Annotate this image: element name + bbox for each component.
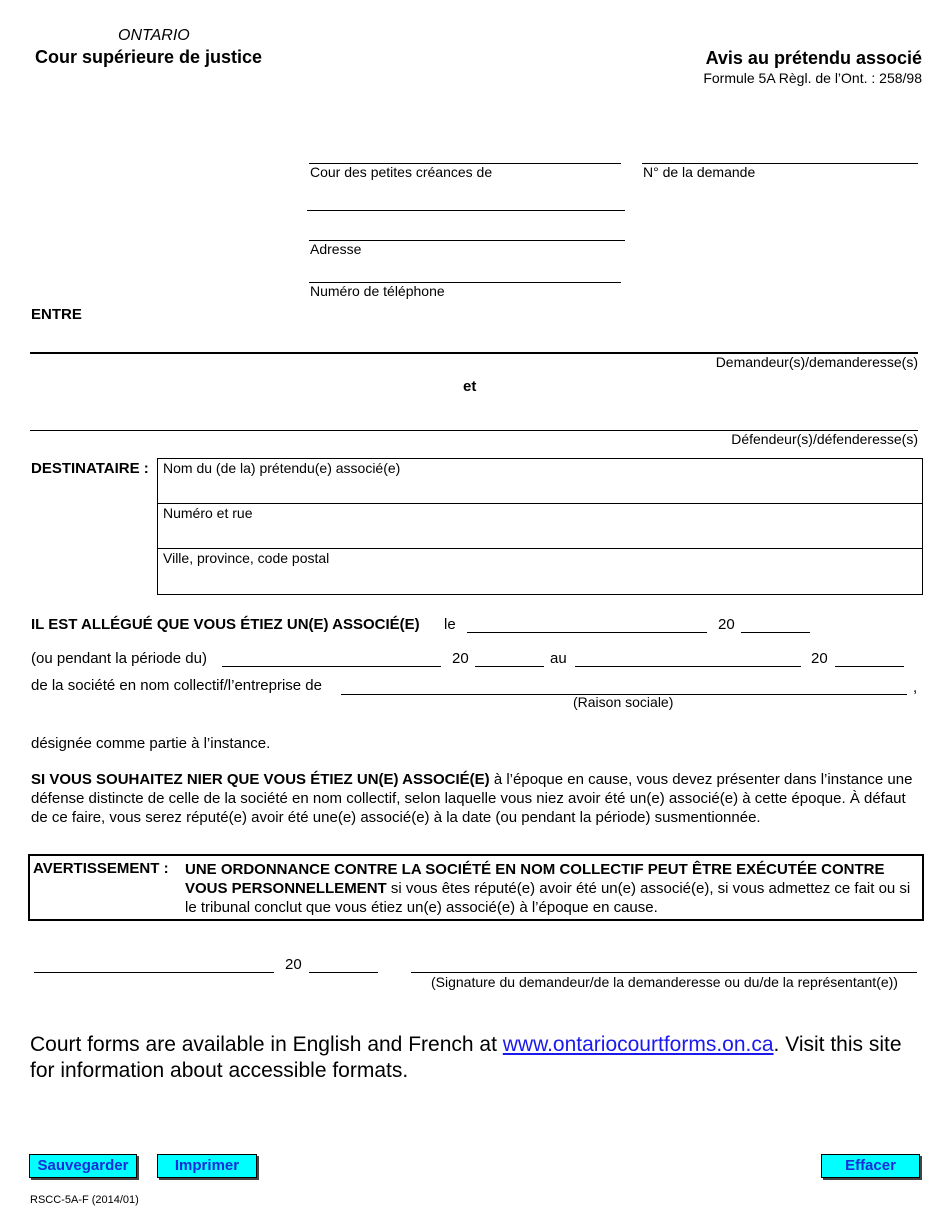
court-forms-text-before: Court forms are available in English and French at <box>30 1033 503 1056</box>
signature-field[interactable] <box>411 972 917 973</box>
deny-bold-text: SI VOUS SOUHAITEZ NIER QUE VOUS ÉTIEZ UN(E) ASSOCIÉ(E) <box>31 771 490 788</box>
save-button[interactable]: Sauvegarder <box>29 1154 137 1178</box>
defendant-label: Défendeur(s)/défenderesse(s) <box>731 431 918 447</box>
allegation-heading: IL EST ALLÉGUÉ QUE VOUS ÉTIEZ UN(E) ASSOCIÉ(E) <box>31 616 420 633</box>
court-forms-note <box>30 1032 930 1084</box>
partner-date-field[interactable] <box>467 632 707 633</box>
recipient-city-field[interactable] <box>158 548 922 594</box>
year-prefix-2: 20 <box>452 650 469 667</box>
recipient-name-field[interactable] <box>158 459 922 503</box>
recipient-label: DESTINATAIRE : <box>31 460 149 477</box>
signature-caption: (Signature du demandeur/de la demanderesse ou du/de la représentant(e)) <box>431 974 898 990</box>
plaintiff-label: Demandeur(s)/demanderesse(s) <box>715 354 918 370</box>
province-label: ONTARIO <box>118 27 190 44</box>
recipient-name-label: Nom du (de la) prétendu(e) associé(e) <box>163 460 401 476</box>
warning-text <box>185 860 915 917</box>
designated-text: désignée comme partie à l’instance. <box>31 735 271 752</box>
recipient-city-label: Ville, province, code postal <box>163 550 330 566</box>
print-button[interactable]: Imprimer <box>157 1154 257 1178</box>
period-end-date-field[interactable] <box>575 666 801 667</box>
firm-label: de la société en nom collectif/l’entreprise de <box>31 677 322 694</box>
small-claims-court-label: Cour des petites créances de <box>310 164 493 180</box>
form-title: Avis au prétendu associé <box>705 48 922 68</box>
year-prefix-1: 20 <box>718 616 735 633</box>
court-name: Cour supérieure de justice <box>35 47 263 67</box>
period-start-year-field[interactable] <box>475 666 544 667</box>
court-forms-text-after: . Visit this site for information about accessible formats. <box>30 1033 902 1082</box>
le-label: le <box>444 616 456 633</box>
warning-label: AVERTISSEMENT : <box>33 860 169 877</box>
signature-year-prefix: 20 <box>285 956 302 973</box>
period-label: (ou pendant la période du) <box>31 650 207 667</box>
warning-bold-text: UNE ORDONNANCE CONTRE LA SOCIÉTÉ EN NOM COLLECTIF PEUT ÊTRE EXÉCUTÉE CONTRE VOUS PERSONNELLEMENT <box>185 861 885 897</box>
between-label: ENTRE <box>31 306 82 323</box>
clear-button[interactable]: Effacer <box>821 1154 920 1178</box>
recipient-street-label: Numéro et rue <box>163 505 253 521</box>
partner-year-field[interactable] <box>741 632 810 633</box>
period-end-year-field[interactable] <box>835 666 904 667</box>
warning-box <box>28 854 924 921</box>
recipient-box <box>157 458 923 595</box>
firm-name-caption: (Raison sociale) <box>573 694 674 710</box>
firm-comma: , <box>913 679 918 696</box>
deny-paragraph <box>31 770 921 827</box>
recipient-street-field[interactable] <box>158 503 922 548</box>
address-label: Adresse <box>310 241 362 257</box>
deny-rest-text: à l’époque en cause, vous devez présenter dans l’instance une défense distincte de celle de la société en nom collectif, selon laquelle vous niez avoir été un(e) associé(e) à cette époque. À défaut de ce faire, vous serez réputé(e) avoir été une(e) associé(e) à la date (ou pendant la période) susmentionnée. <box>31 771 913 826</box>
and-label: et <box>463 378 477 395</box>
signature-date-field[interactable] <box>34 972 274 973</box>
year-prefix-3: 20 <box>811 650 828 667</box>
form-code: RSCC-5A-F (2014/01) <box>30 1194 139 1206</box>
au-label: au <box>550 650 567 667</box>
period-start-date-field[interactable] <box>222 666 441 667</box>
claim-number-label: N° de la demande <box>643 164 756 180</box>
form-reference: Formule 5A Règl. de l’Ont. : 258/98 <box>703 70 922 86</box>
court-address-field-1[interactable] <box>307 210 625 211</box>
warning-rest-text: si vous êtes réputé(e) avoir été un(e) associé(e), si vous admettez ce fait ou si le tribunal conclut que vous étiez un(e) associé(e) à l’époque en cause. <box>185 880 911 916</box>
signature-year-field[interactable] <box>309 972 378 973</box>
court-forms-link[interactable]: www.ontariocourtforms.on.ca <box>502 1033 774 1056</box>
phone-label: Numéro de téléphone <box>310 283 445 299</box>
